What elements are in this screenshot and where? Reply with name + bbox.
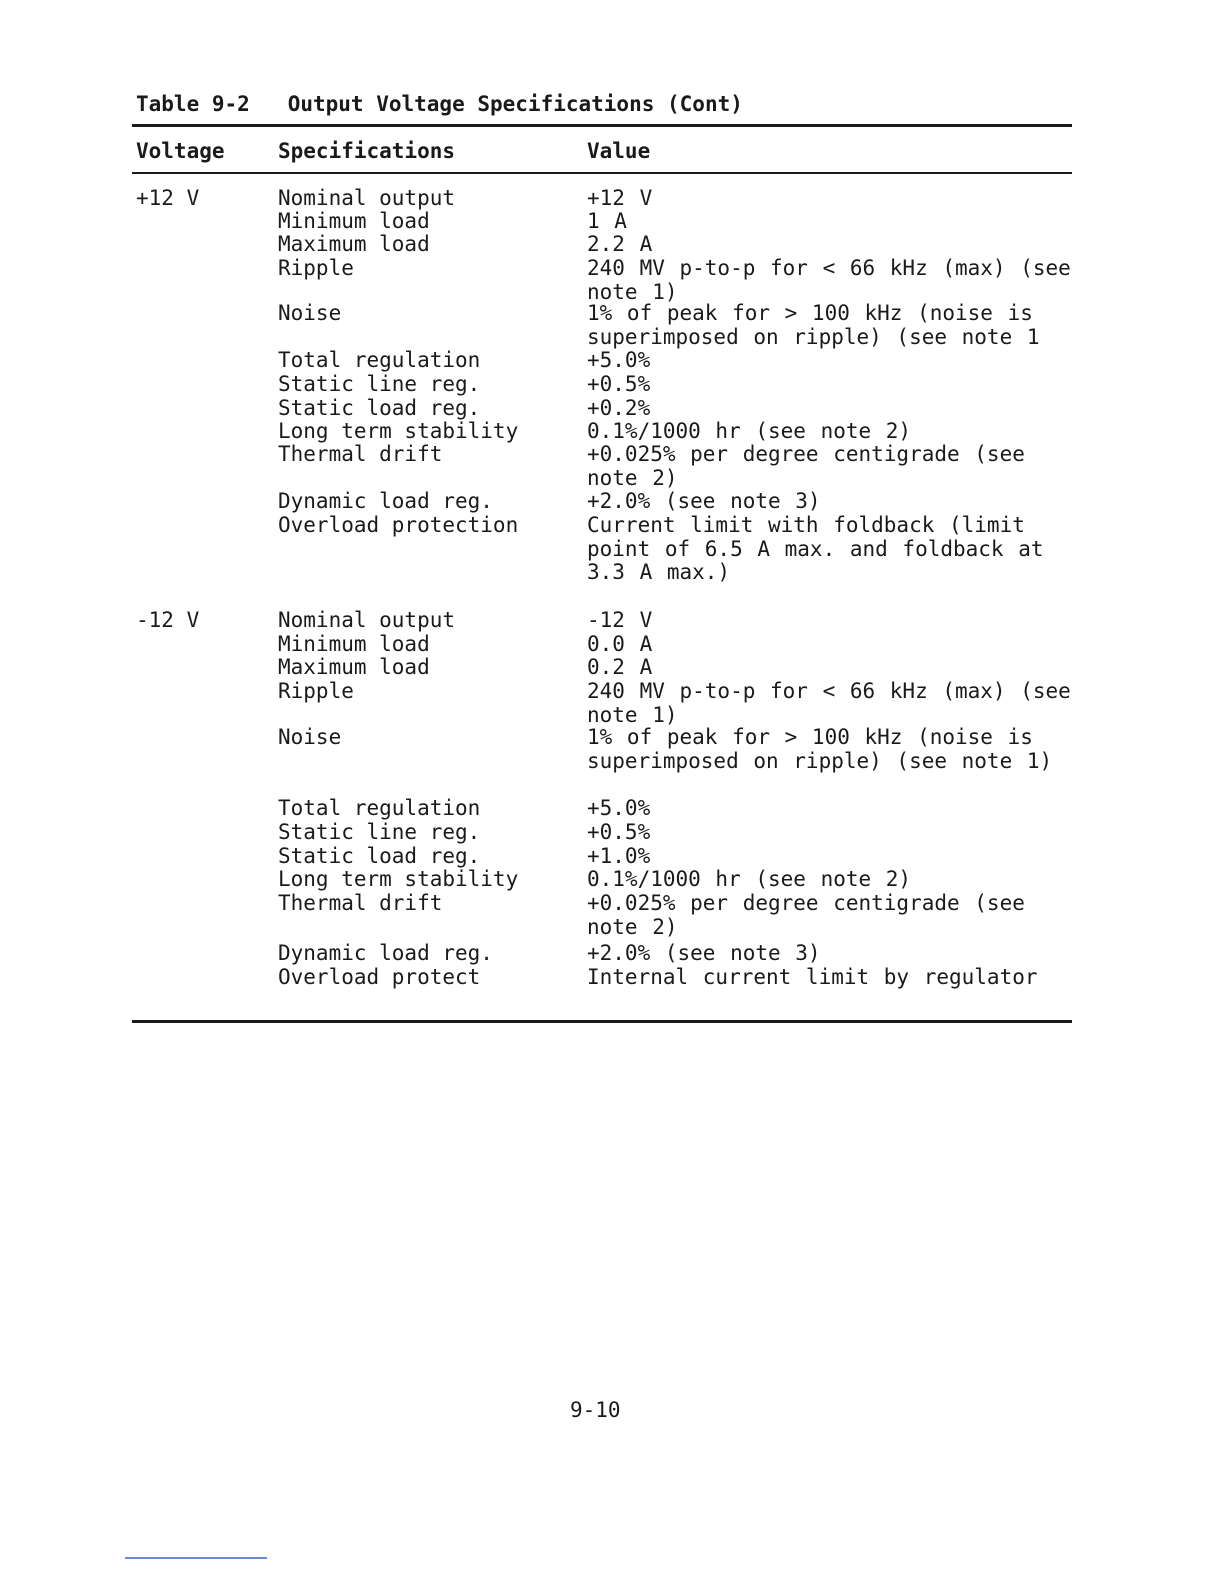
table-bottom-rule [132,1020,1072,1023]
header-voltage: Voltage [136,139,225,163]
spec-value: 240 MV p-to-p for < 66 kHz (max) (see note 1) [587,679,1071,727]
spec-value: +1.0% [587,844,651,868]
table-caption: Table 9-2 Output Voltage Specifications (Cont) [136,92,743,116]
spec-value: +0.5% [587,820,651,844]
spec-label: Static load reg. [278,844,481,868]
spec-label: Static load reg. [278,396,481,420]
spec-value: +5.0% [587,796,651,820]
table-top-rule [132,124,1072,127]
spec-label: Thermal drift [278,891,443,915]
spec-value: -12 V [587,608,653,632]
spec-label: Long term stability [278,419,519,443]
spec-value: +0.025% per degree centigrade (see note 2) [587,891,1025,939]
spec-label: Ripple [278,679,354,703]
spec-value: 240 MV p-to-p for < 66 kHz (max) (see note 1) [587,256,1071,304]
spec-label: Static line reg. [278,372,481,396]
group-voltage: +12 V [136,186,200,210]
spec-value: 0.1%/1000 hr (see note 2) [587,867,912,891]
header-value: Value [587,139,651,163]
spec-value: +0.025% per degree centigrade (see note 2) [587,442,1025,490]
header-rule [132,172,1072,174]
spec-value: Internal current limit by regulator [587,965,1038,989]
footer-link-line [125,1557,267,1559]
spec-value: 1% of peak for > 100 kHz (noise is superimposed on ripple) (see note 1) [587,725,1053,773]
spec-label: Static line reg. [278,820,481,844]
spec-value: +12 V [587,186,653,210]
header-specifications: Specifications [278,139,456,163]
spec-label: Maximum load [278,232,430,256]
group-voltage: -12 V [136,608,200,632]
spec-label: Minimum load [278,632,430,656]
spec-value: +0.5% [587,372,651,396]
spec-label: Minimum load [278,209,430,233]
spec-label: Overload protection [278,513,519,537]
spec-label: Noise [278,301,342,325]
spec-value: 0.0 A [587,632,653,656]
spec-label: Total regulation [278,348,481,372]
spec-label: Ripple [278,256,354,280]
spec-value: +5.0% [587,348,651,372]
spec-label: Overload protect [278,965,481,989]
page-number: 9-10 [570,1398,621,1422]
spec-label: Long term stability [278,867,519,891]
spec-label: Noise [278,725,342,749]
spec-value: 1% of peak for > 100 kHz (noise is superimposed on ripple) (see note 1 [587,301,1040,349]
spec-label: Nominal output [278,608,456,632]
spec-value: 0.1%/1000 hr (see note 2) [587,419,912,443]
spec-label: Maximum load [278,655,430,679]
spec-value: +2.0% (see note 3) [587,941,821,965]
spec-label: Dynamic load reg. [278,941,493,965]
spec-value: +2.0% (see note 3) [587,489,821,513]
spec-label: Nominal output [278,186,456,210]
spec-value: +0.2% [587,396,651,420]
spec-value: Current limit with foldback (limit point of 6.5 A max. and foldback at 3.3 A max.) [587,513,1044,584]
spec-value: 2.2 A [587,232,653,256]
spec-label: Dynamic load reg. [278,489,493,513]
spec-value: 1 A [587,209,627,233]
spec-label: Thermal drift [278,442,443,466]
spec-value: 0.2 A [587,655,653,679]
spec-label: Total regulation [278,796,481,820]
